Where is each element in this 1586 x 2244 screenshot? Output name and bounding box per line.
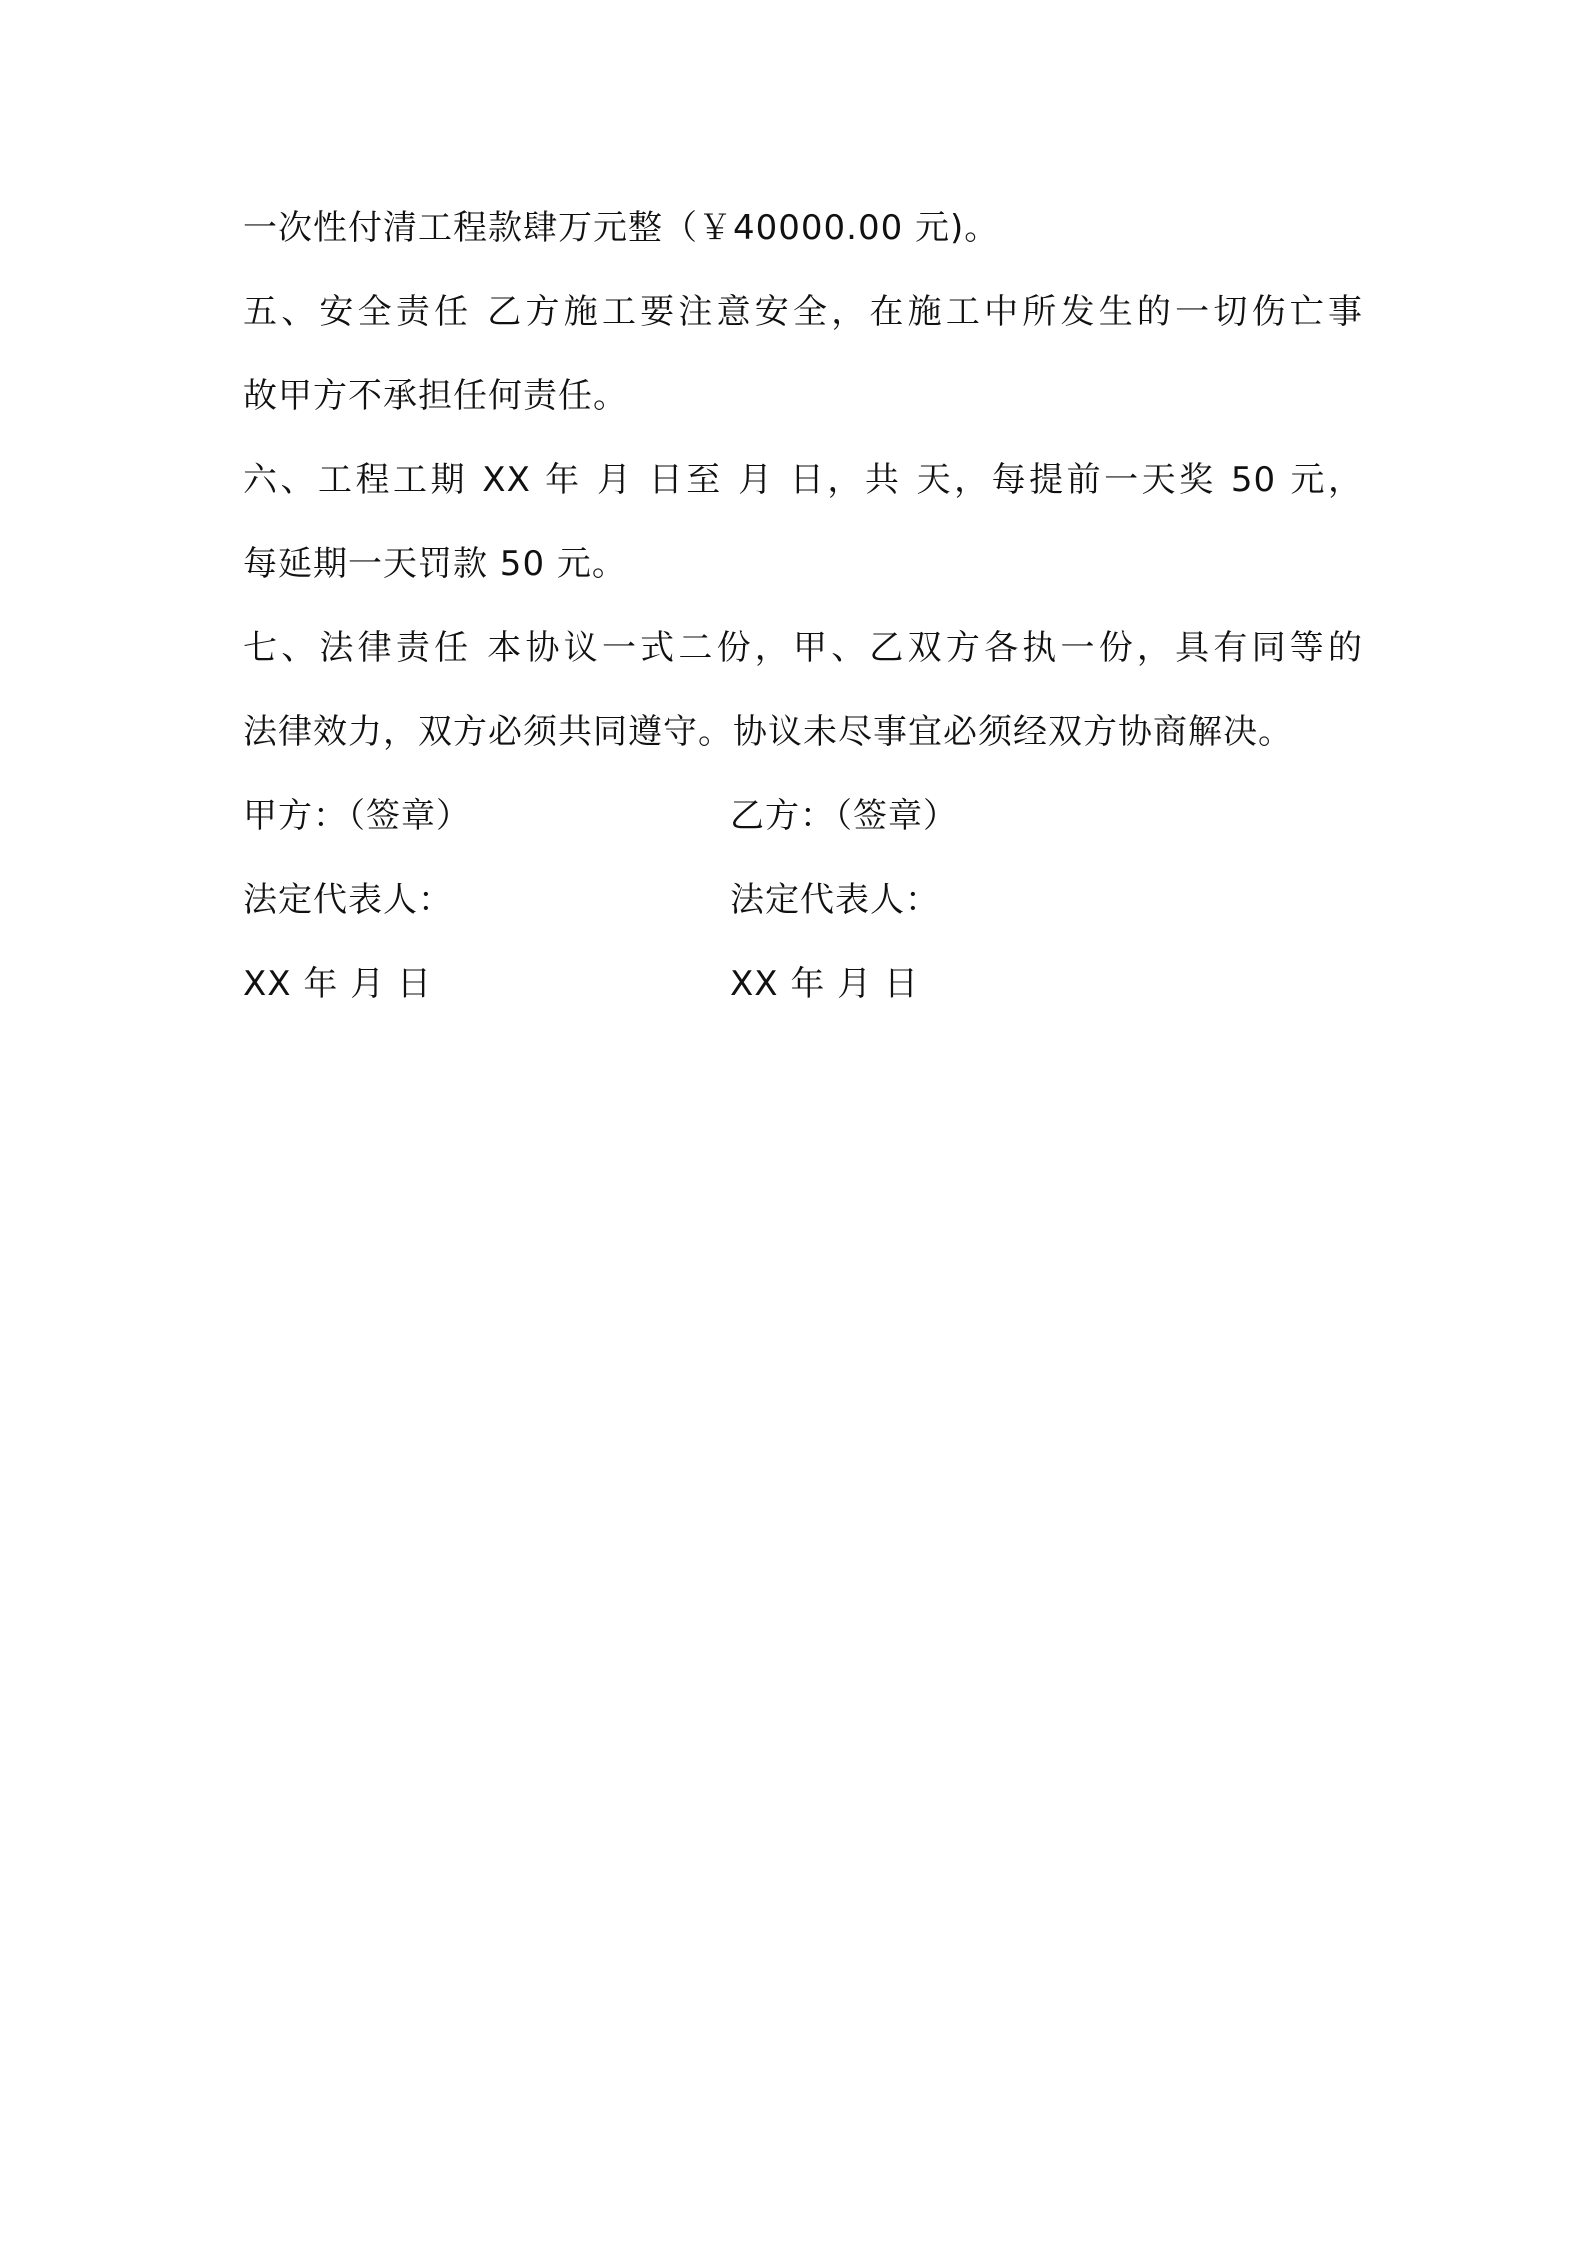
paragraph-payment-line-1: 一次性付清工程款肆万元整（￥40000.00 元)。 xyxy=(243,208,1000,248)
contract-body xyxy=(243,186,1363,1026)
signature-date-row xyxy=(243,942,1363,1026)
paragraph-legal-line-2: 法律效力，双方必须共同遵守。协议未尽事宜必须经双方协商解决。 xyxy=(243,712,1293,752)
party-a-date: XX 年 月 日 xyxy=(243,964,433,1004)
signature-seal-row xyxy=(243,774,1363,858)
signature-representative-row xyxy=(243,858,1363,942)
paragraph-schedule-line-1: 六、工程工期 XX 年 月 日至 月 日，共 天，每提前一天奖 50 元， xyxy=(243,460,1363,500)
party-b-representative-label: 法定代表人： xyxy=(730,880,940,920)
paragraph-schedule-line-2: 每延期一天罚款 50 元。 xyxy=(243,544,627,584)
party-b-date: XX 年 月 日 xyxy=(730,964,920,1004)
paragraph-safety-line-1: 五、安全责任 乙方施工要注意安全，在施工中所发生的一切伤亡事 xyxy=(243,292,1363,332)
paragraph-legal-line-1: 七、法律责任 本协议一式二份，甲、乙双方各执一份，具有同等的 xyxy=(243,628,1363,668)
party-a-representative-label: 法定代表人： xyxy=(243,880,453,920)
party-a-seal-label: 甲方：（签章） xyxy=(243,796,471,836)
paragraph-safety-line-2: 故甲方不承担任何责任。 xyxy=(243,376,628,416)
party-b-seal-label: 乙方：（签章） xyxy=(730,796,958,836)
